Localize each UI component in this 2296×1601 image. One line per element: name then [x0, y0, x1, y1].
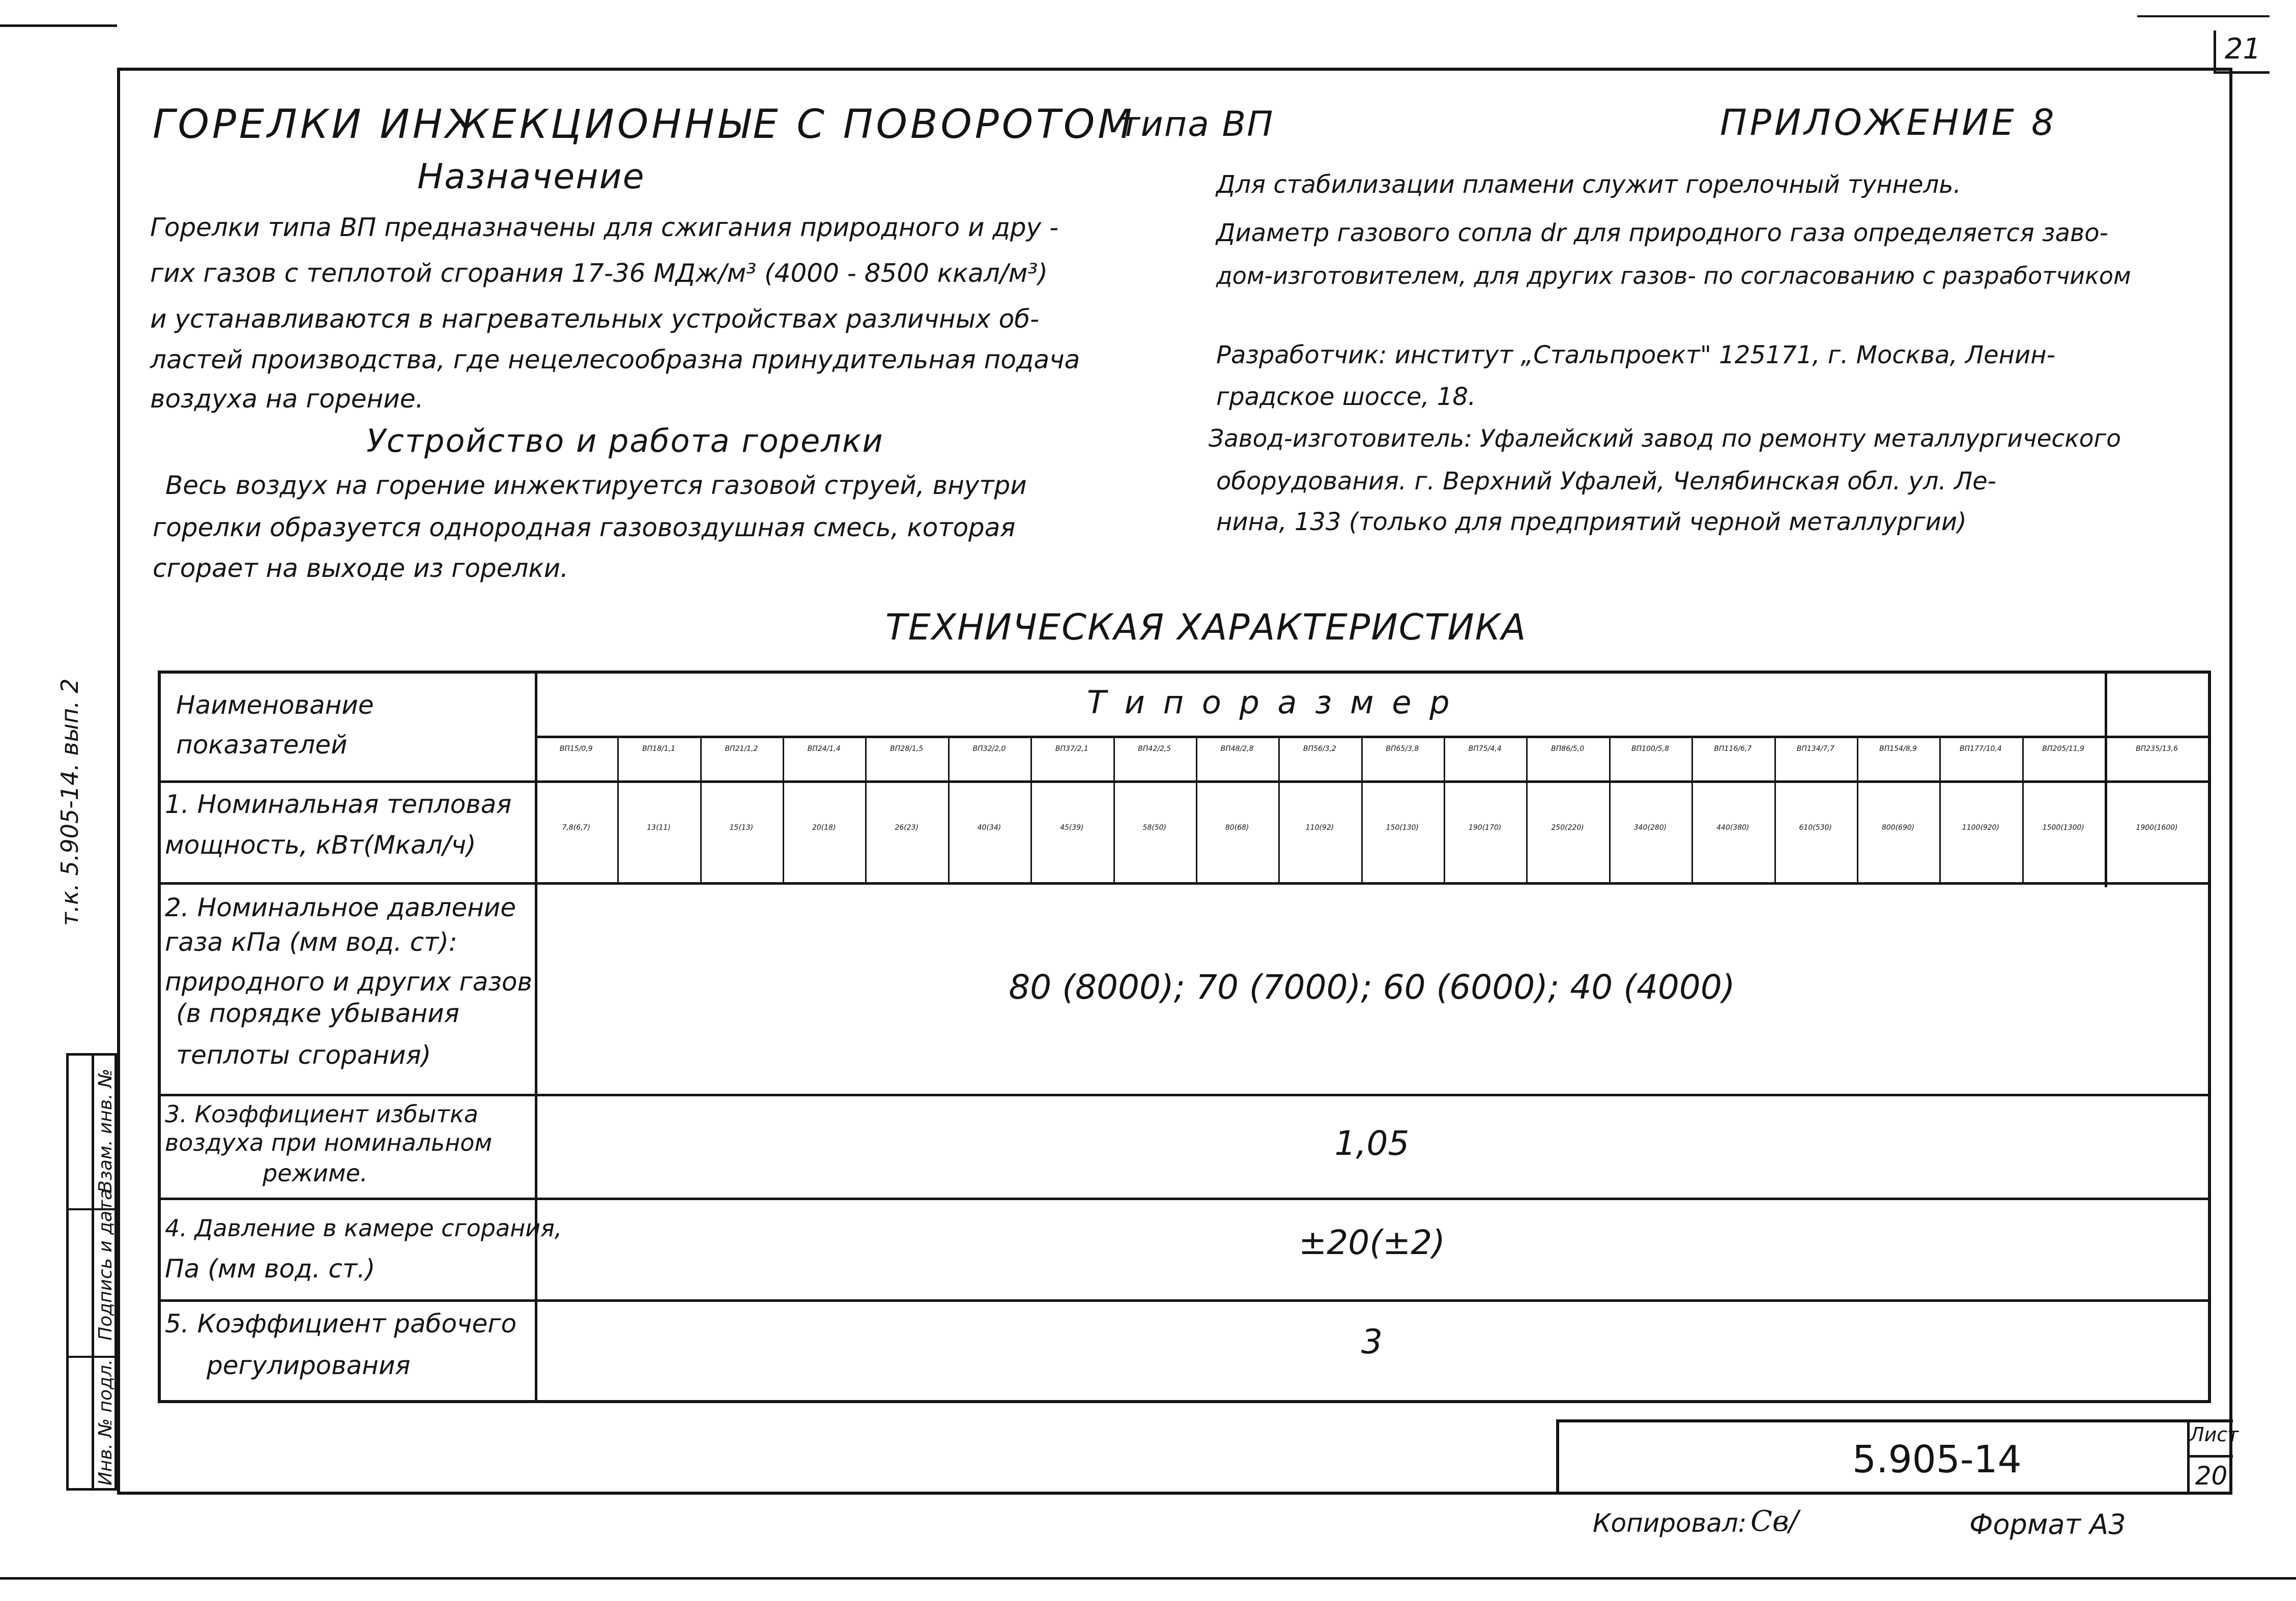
manufacturer-line: нина, 133 (только для предприятий черной металлургии) [1216, 508, 1967, 536]
power-value-cell: 13(11) [647, 824, 671, 832]
row4-value: ±20(±2) [1298, 1223, 1446, 1262]
row4-label: 4. Давление в камере сгорания, [165, 1214, 562, 1242]
device-heading: Устройство и работа горелки [366, 422, 884, 459]
size-col-divider [1609, 736, 1611, 883]
developer-line: градское шоссе, 18. [1216, 383, 1476, 411]
page-number: 21 [2224, 33, 2261, 66]
size-header-cell: ВП42/2,5 [1138, 745, 1171, 753]
row3-label: режиме. [263, 1159, 368, 1187]
row5-label: 5. Коэффициент рабочего [165, 1309, 517, 1338]
power-value-cell: 800(690) [1881, 824, 1915, 832]
developer-line: Разработчик: институт „Стальпроект" 125171, г. Москва, Ленин- [1216, 341, 2055, 369]
power-value-cell: 1500(1300) [2042, 824, 2084, 832]
row2-label: теплоты сгорания) [176, 1040, 432, 1070]
tech-characteristics-heading: ТЕХНИЧЕСКАЯ ХАРАКТЕРИСТИКА [885, 606, 1527, 648]
document-title-type: типа ВП [1120, 104, 1274, 144]
size-col-divider [1857, 736, 1858, 883]
sheet-cell [2187, 1419, 2239, 1495]
size-header-cell: ВП86/5,0 [1551, 745, 1585, 753]
row5-value: 3 [1361, 1322, 1383, 1361]
copied-by-label: Копировал: [1593, 1508, 1747, 1538]
size-header-cell: ВП15/0,9 [559, 745, 593, 753]
row2-label: природного и других газов [165, 967, 532, 997]
row3-bottom-line [161, 1198, 2208, 1200]
size-header-cell: ВП177/10,4 [1960, 745, 2002, 753]
power-value-cell: 58(50) [1142, 824, 1167, 832]
purpose-heading: Назначение [417, 157, 645, 197]
copier-signature: Св/ [1750, 1505, 1799, 1538]
row5-label: регулирования [207, 1351, 411, 1380]
power-value-cell: 26(23) [895, 824, 919, 832]
row3-label: 3. Коэффициент избытка [165, 1100, 478, 1128]
sheet-cell-divider [2190, 1455, 2233, 1458]
size-header-cell: ВП48/2,8 [1220, 745, 1254, 753]
size-header-cell: ВП28/1,5 [890, 745, 924, 753]
power-value-cell: 250(220) [1551, 824, 1584, 832]
size-header-cell: ВП235/13,6 [2136, 745, 2178, 753]
power-value-cell: 1900(1600) [2136, 824, 2178, 832]
size-col-divider [1939, 736, 1941, 883]
size-header-cell: ВП56/3,2 [1303, 745, 1336, 753]
strip-cell-replaced: Взам. инв. № [95, 1068, 116, 1193]
size-col-divider [948, 736, 950, 883]
size-header-cell: ВП116/6,7 [1714, 745, 1752, 753]
power-value-cell: 40(34) [977, 824, 1001, 832]
size-col-divider [865, 736, 867, 883]
size-header-cell: ВП100/5,8 [1631, 745, 1669, 753]
top-right-rule [2137, 15, 2270, 17]
size-header-cell: ВП24/1,4 [807, 745, 841, 753]
device-line: Весь воздух на горение инжектируется газовой струей, внутри [165, 471, 1027, 500]
power-value-cell: 1100(920) [1962, 824, 2000, 832]
size-header-cell: ВП37/2,1 [1055, 745, 1088, 753]
size-col-divider [1361, 736, 1363, 883]
row2-label: 2. Номинальное давление [165, 893, 516, 922]
size-col-divider [1774, 736, 1776, 883]
size-col-divider [783, 736, 784, 883]
manufacturer-line: Завод-изготовитель: Уфалейский завод по ремонту металлургического [1209, 425, 2121, 453]
power-value-cell: 610(530) [1799, 824, 1832, 832]
power-value-cell: 340(280) [1633, 824, 1667, 832]
purpose-line: Горелки типа ВП предназначены для сжигания природного и дру - [150, 213, 1059, 242]
manufacturer-line: оборудования. г. Верхний Уфалей, Челябинская обл. ул. Ле- [1216, 467, 1996, 496]
size-col-divider [617, 736, 619, 883]
header-bottom-line [161, 780, 2208, 783]
size-col-divider [1278, 736, 1280, 883]
purpose-line: гих газов с теплотой сгорания 17-36 МДж/м³ (4000 - 8500 ккал/м³) [150, 258, 1048, 288]
document-code: 5.905-14 [1852, 1438, 2022, 1481]
strip-cell-inv: Инв. № подл. [95, 1359, 116, 1486]
size-header: Т и п о р а з м е р [1087, 684, 1454, 721]
strip-separator [69, 1356, 114, 1358]
top-left-rule [0, 24, 117, 27]
size-col-divider [1113, 736, 1115, 883]
sheet-bottom-rule [0, 1577, 2296, 1580]
row1-label: мощность, кВт(Мкал/ч) [165, 830, 476, 860]
row2-bottom-line [161, 1094, 2208, 1096]
size-col-divider [700, 736, 702, 883]
size-col-divider [1691, 736, 1693, 883]
row4-bottom-line [161, 1299, 2208, 1302]
size-header-cell: ВП32/2,0 [972, 745, 1006, 753]
size-header-cell: ВП75/4,4 [1468, 745, 1502, 753]
size-col-divider [1196, 736, 1197, 883]
power-value-cell: 45(39) [1060, 824, 1084, 832]
power-value-cell: 80(68) [1225, 824, 1249, 832]
size-header-cell: ВП154/8,9 [1879, 745, 1917, 753]
device-line: сгорает на выходе из горелки. [153, 554, 568, 583]
device-line: горелки образуется однородная газовоздушная смесь, которая [153, 513, 1016, 542]
right-text-line: Для стабилизации пламени служит горелочный туннель. [1216, 170, 1961, 199]
power-value-cell: 15(13) [729, 824, 754, 832]
size-header-cell: ВП65/3,8 [1386, 745, 1419, 753]
document-title: ГОРЕЛКИ ИНЖЕКЦИОННЫЕ С ПОВОРОТОМ [153, 102, 1135, 148]
page-number-box [2214, 31, 2270, 74]
size-header-cell: ВП18/1,1 [642, 745, 675, 753]
size-col-divider [1444, 736, 1445, 883]
sheet-label: Лист [2190, 1423, 2239, 1446]
purpose-line: воздуха на горение. [150, 384, 424, 414]
right-text-line: дом-изготовителем, для других газов- по согласованию с разработчиком [1216, 262, 2131, 289]
row1-label: 1. Номинальная тепловая [165, 790, 512, 819]
row2-label: газа кПа (мм вод. ст): [165, 927, 457, 957]
power-value-cell: 440(380) [1716, 824, 1749, 832]
strip-cell-signature: Подпись и дата [95, 1188, 116, 1341]
size-header-cell: ВП21/1,2 [725, 745, 758, 753]
size-col-divider [1526, 736, 1528, 883]
size-col-divider [2022, 736, 2024, 883]
size-header-split [535, 736, 2209, 738]
size-col-divider [1030, 736, 1032, 883]
side-note: т.к. 5.905-14. вып. 2 [56, 678, 83, 926]
strip-divider [92, 1056, 94, 1488]
purpose-line: и устанавливаются в нагревательных устройствах различных об- [150, 304, 1040, 334]
row3-value: 1,05 [1334, 1124, 1410, 1163]
size-header-cell: ВП205/11,9 [2042, 745, 2085, 753]
sheet-number: 20 [2195, 1461, 2228, 1491]
tech-table [158, 671, 2211, 1403]
col-header-name: показателей [176, 730, 348, 760]
power-value-cell: 7,8(6,7) [562, 824, 590, 832]
row1-bottom-line [161, 882, 2208, 885]
format-label: Формат А3 [1969, 1508, 2126, 1540]
row4-label: Па (мм вод. ст.) [165, 1254, 376, 1284]
size-header-cell: ВП134/7,7 [1796, 745, 1834, 753]
power-value-cell: 20(18) [812, 824, 836, 832]
purpose-line: ластей производства, где нецелесообразна принудительная подача [150, 345, 1080, 374]
row2-value: 80 (8000); 70 (7000); 60 (6000); 40 (4000) [1009, 968, 1735, 1007]
power-value-cell: 110(92) [1305, 824, 1334, 832]
appendix-label: ПРИЛОЖЕНИЕ 8 [1720, 102, 2057, 143]
row3-label: воздуха при номинальном [165, 1129, 493, 1156]
row2-label: (в порядке убывания [176, 999, 460, 1028]
right-text-line: Диаметр газового сопла dr для природного газа определяется заво- [1216, 219, 2108, 247]
col-header-name: Наименование [176, 690, 374, 720]
power-value-cell: 190(170) [1469, 824, 1502, 832]
approval-strip [66, 1053, 117, 1491]
power-value-cell: 150(130) [1386, 824, 1419, 832]
